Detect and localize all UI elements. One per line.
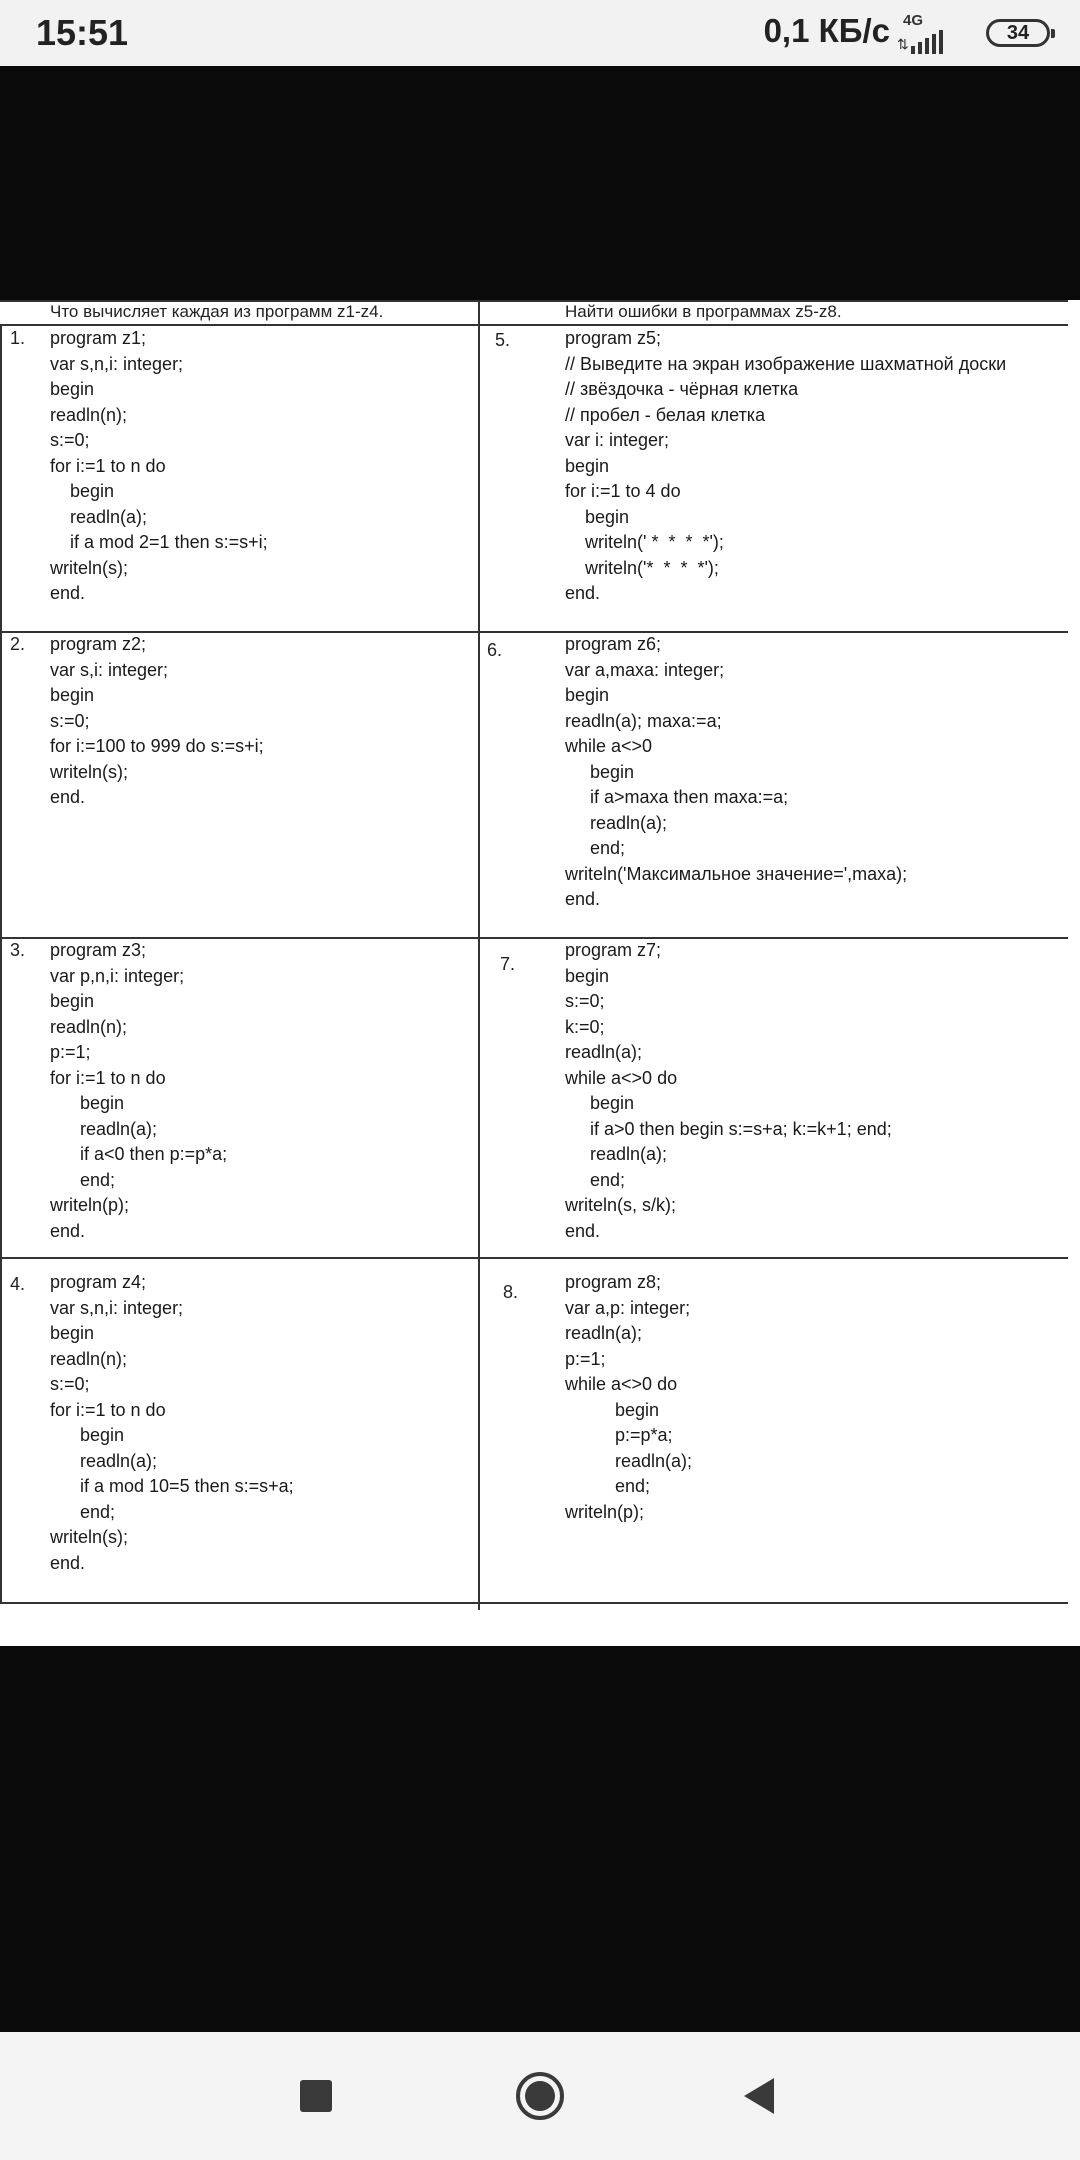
code-line: for i:=1 to 4 do (565, 481, 681, 501)
network-speed: 0,1 КБ/с (763, 12, 890, 49)
code-line: end. (50, 1552, 86, 1573)
code-line: writeln(s); (50, 1527, 129, 1547)
code-line: readln(a); (50, 506, 148, 527)
grid-line (478, 300, 480, 1610)
code-line: if a<0 then p:=p*a; (50, 1144, 228, 1164)
code-line: readln(a); (565, 1323, 643, 1343)
code-line: s:=0; (50, 430, 90, 450)
home-button[interactable] (510, 2066, 570, 2126)
code-line: begin (50, 481, 115, 501)
code-line: if a mod 2=1 then s:=s+i; (50, 532, 268, 552)
code-line: writeln(s); (50, 761, 129, 782)
code-line: for i:=1 to n do (50, 1399, 166, 1420)
code-line: begin (565, 1399, 660, 1420)
code-line: program z5; (565, 328, 662, 348)
grid-line (0, 1257, 1068, 1259)
code-line: var p,n,i: integer; (50, 965, 185, 986)
code-line: readln(n); (50, 1016, 128, 1037)
code-line: program z3; (50, 940, 147, 960)
code-line: end. (565, 583, 601, 603)
code-line: if a>maxa then maxa:=a; (565, 787, 789, 807)
code-line: program z7; (565, 940, 662, 960)
code-line: // звёздочка - чёрная клетка (565, 379, 799, 399)
code-line: if a mod 10=5 then s:=s+a; (50, 1476, 294, 1496)
code-line: while a<>0 (565, 736, 653, 756)
code-line: readln(a); (565, 1450, 693, 1471)
problem-number: 6. (487, 640, 503, 660)
code-line: k:=0; (565, 1016, 605, 1037)
code-line: var a,p: integer; (565, 1297, 691, 1318)
code-line: end. (50, 787, 86, 807)
code-line: end; (50, 1501, 116, 1522)
code-line: begin (565, 685, 610, 705)
code-line: begin (50, 1093, 125, 1113)
code-line: begin (50, 685, 95, 705)
code-line: while a<>0 do (565, 1067, 678, 1088)
problem-number: 4. (10, 1274, 26, 1294)
code-line: for i:=1 to n do (50, 1067, 166, 1088)
code-line: p:=1; (565, 1348, 606, 1369)
problem-number: 5. (495, 330, 511, 350)
code-line: begin (50, 1425, 125, 1445)
code-line: begin (565, 761, 635, 782)
program-code (565, 326, 1006, 607)
code-line: begin (565, 1093, 635, 1113)
code-line: begin (565, 965, 610, 986)
network-type: 4G (903, 12, 924, 29)
black-area-top (0, 66, 1080, 300)
code-line: for i:=100 to 999 do s:=s+i; (50, 736, 264, 756)
back-button[interactable] (730, 2066, 790, 2126)
program-code (50, 938, 227, 1244)
signal-bars-icon (909, 30, 943, 54)
code-line: while a<>0 do (565, 1374, 678, 1394)
program-code (565, 1270, 692, 1525)
signal-icon (895, 14, 945, 54)
program-code (50, 326, 268, 607)
code-line: program z2; (50, 634, 147, 654)
code-line: // Выведите на экран изображение шахматной доски (565, 353, 1007, 374)
code-line: readln(a); (50, 1118, 158, 1139)
black-area-bottom (0, 1646, 1080, 2032)
problem-number: 8. (503, 1282, 519, 1302)
code-line: s:=0; (565, 991, 605, 1011)
code-line: var a,maxa: integer; (565, 659, 725, 680)
problem-number: 3. (10, 940, 26, 960)
circle-icon (514, 2070, 566, 2122)
code-line: s:=0; (50, 710, 90, 731)
code-line: var s,n,i: integer; (50, 353, 184, 374)
data-arrows-icon: ⇅ (897, 36, 909, 52)
code-line: program z1; (50, 328, 147, 348)
status-bar (0, 0, 1080, 66)
code-line: writeln(s); (50, 557, 129, 578)
code-line: s:=0; (50, 1374, 90, 1394)
code-line: end. (565, 889, 601, 909)
program-code (50, 1270, 294, 1576)
code-line: for i:=1 to n do (50, 455, 166, 476)
battery-level: 34 (1006, 21, 1030, 44)
problem-number: 1. (10, 328, 26, 348)
code-line: readln(a); (565, 812, 668, 833)
code-line: if a>0 then begin s:=s+a; k:=k+1; end; (565, 1118, 892, 1139)
code-line: writeln(' * * * *'); (565, 532, 724, 552)
code-line: end; (565, 1476, 651, 1496)
code-line: writeln(p); (50, 1195, 130, 1215)
worksheet-image (0, 300, 1080, 1646)
problem-number: 7. (500, 954, 516, 974)
program-code (565, 632, 907, 913)
code-line: readln(a); (565, 1042, 643, 1062)
code-line: writeln('Максимальное значение=',maxa); (565, 863, 908, 884)
code-line: readln(a); maxa:=a; (565, 710, 722, 731)
code-line: writeln(p); (565, 1501, 645, 1522)
code-line: end; (50, 1169, 116, 1190)
code-line: begin (50, 991, 95, 1011)
code-line: end. (565, 1220, 601, 1241)
battery-icon (986, 19, 1050, 47)
grid-line (0, 324, 2, 1604)
code-line: begin (565, 455, 610, 476)
grid-line (0, 1602, 1068, 1604)
code-line: p:=1; (50, 1042, 91, 1062)
code-line: begin (50, 1323, 95, 1343)
square-icon (298, 2078, 334, 2114)
code-line: var s,n,i: integer; (50, 1297, 184, 1318)
status-time: 15:51 (36, 12, 129, 53)
code-line: // пробел - белая клетка (565, 404, 766, 425)
code-line: end; (565, 1169, 626, 1190)
navigation-bar (0, 2032, 1080, 2160)
code-line: readln(n); (50, 1348, 128, 1369)
code-line: program z8; (565, 1272, 662, 1292)
code-line: begin (50, 379, 95, 399)
code-line: end. (50, 1220, 86, 1241)
code-line: var s,i: integer; (50, 659, 169, 680)
back-triangle-icon (740, 2076, 780, 2116)
code-line: readln(a); (50, 1450, 158, 1471)
left-column-header: Что вычисляет каждая из программ z1-z4. (50, 302, 384, 321)
code-line: end; (565, 838, 626, 858)
code-line: begin (565, 506, 630, 527)
code-line: readln(a); (565, 1144, 668, 1164)
recents-button[interactable] (286, 2066, 346, 2126)
problem-number: 2. (10, 634, 26, 654)
right-column-header: Найти ошибки в программах z5-z8. (565, 302, 842, 321)
code-line: program z4; (50, 1272, 147, 1292)
program-code (50, 632, 264, 811)
code-line: writeln(s, s/k); (565, 1195, 677, 1215)
code-line: end. (50, 583, 86, 603)
code-line: var i: integer; (565, 430, 670, 450)
code-line: writeln('* * * *'); (565, 557, 719, 578)
code-line: program z6; (565, 634, 662, 654)
code-line: p:=p*a; (565, 1425, 673, 1445)
code-line: readln(n); (50, 404, 128, 425)
program-code (565, 938, 892, 1244)
